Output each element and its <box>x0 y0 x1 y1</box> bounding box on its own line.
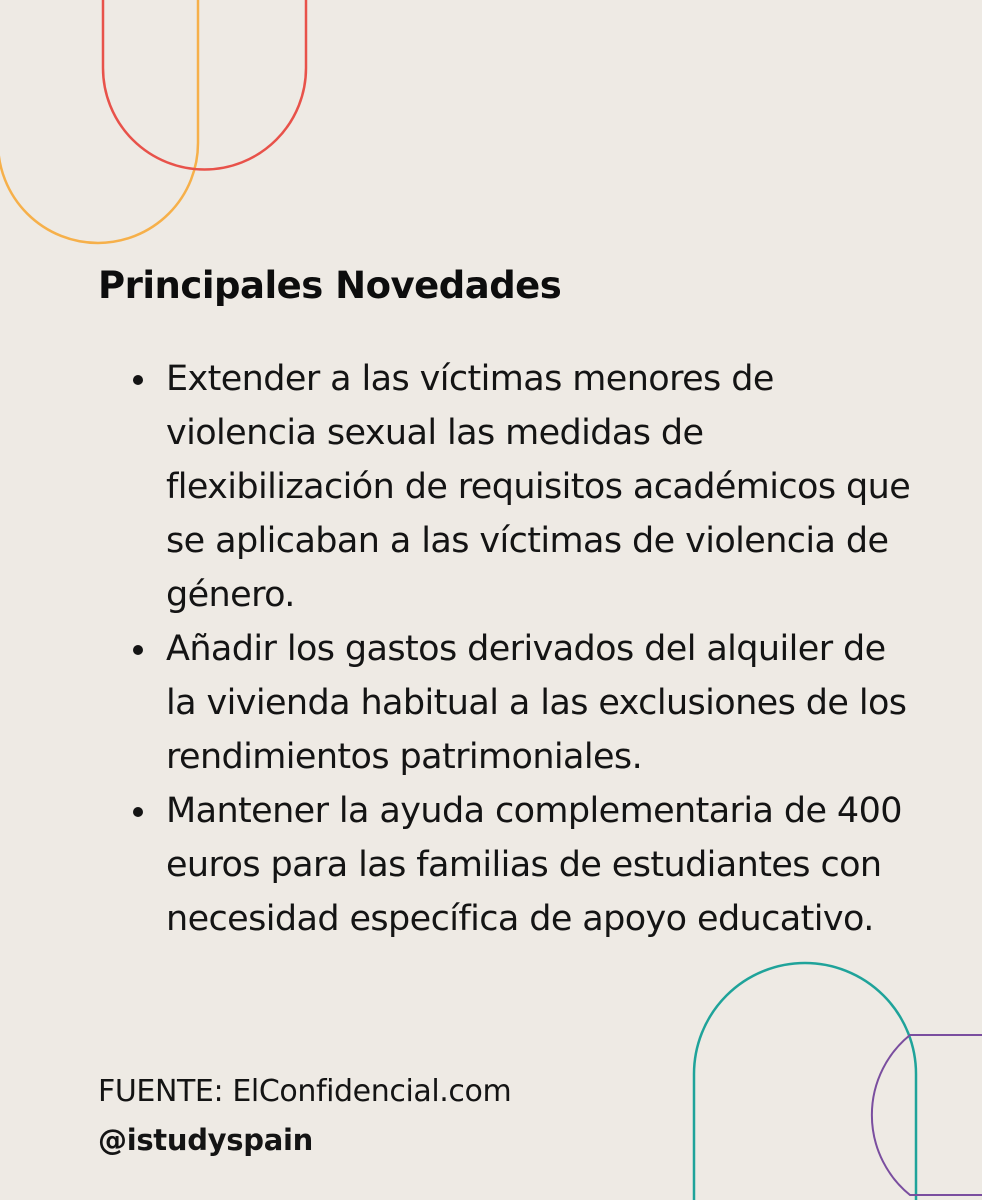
purple-arch-outline <box>872 1035 982 1195</box>
source-credit: FUENTE: ElConfidencial.com <box>98 1074 512 1109</box>
page-title: Principales Novedades <box>98 264 562 307</box>
list-item <box>130 784 920 946</box>
orange-arch-outline <box>0 0 198 243</box>
social-handle: @istudyspain <box>98 1123 313 1157</box>
list-item-text: Extender a las víctimas menores de violencia sexual las medidas de flexibilización de requisitos académicos que se aplicaban a las víctimas de violencia de género. <box>166 359 911 615</box>
red-arch-outline <box>103 0 306 170</box>
list-item-text: Añadir los gastos derivados del alquiler de la vivienda habitual a las exclusiones de los rendimientos patrimoniales. <box>166 629 907 777</box>
bullet-icon <box>133 807 143 817</box>
list-item-text: Mantener la ayuda complementaria de 400 euros para las familias de estudiantes con necesidad específica de apoyo educativo. <box>166 791 902 939</box>
bullet-icon <box>133 645 143 655</box>
list-item <box>130 352 920 622</box>
list-item <box>130 622 920 784</box>
teal-arch-outline <box>694 963 916 1200</box>
novedades-list <box>130 352 920 946</box>
bullet-icon <box>133 375 143 385</box>
